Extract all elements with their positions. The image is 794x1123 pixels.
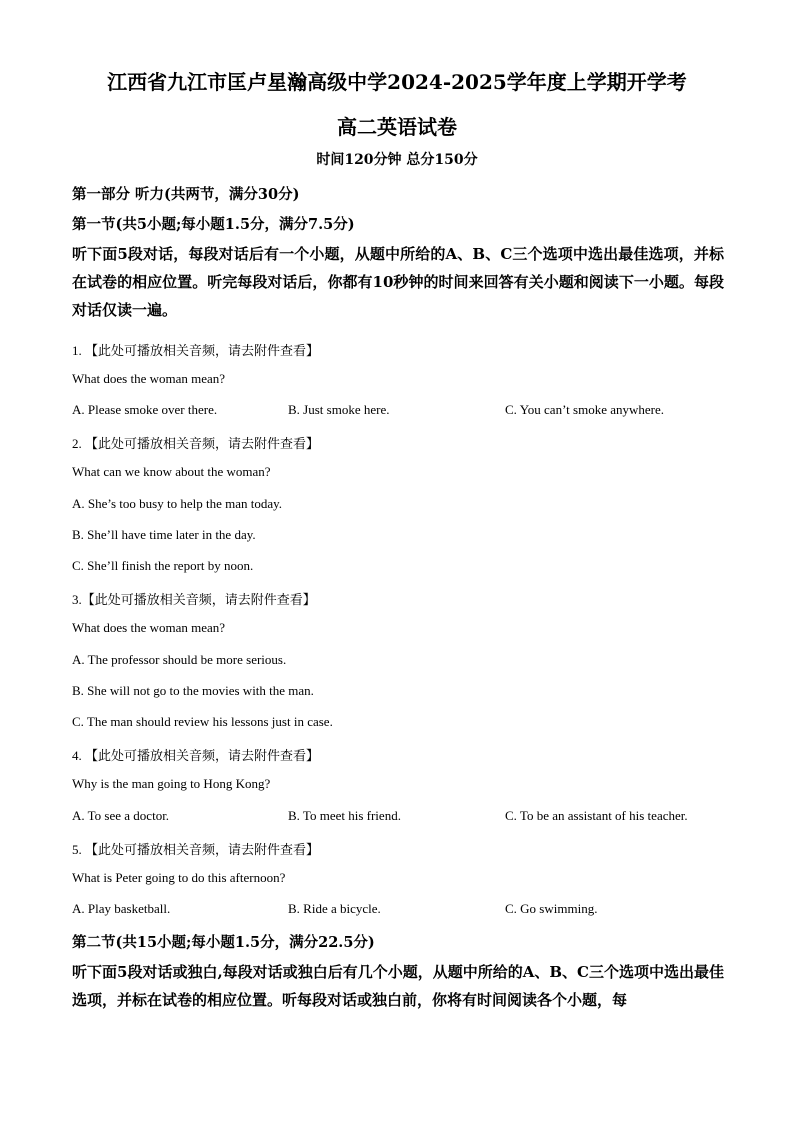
question-3-stem: What does the woman mean? — [72, 620, 226, 635]
exam-subtitle: 高二英语试卷 — [337, 115, 457, 139]
section2-instructions: 听下面5段对话或独白,每段对话或独白后有几个小题，从题中所给的A、B、C三个选项中选出最佳选项，并标在试卷的相应位置。听每段对话或独白前，你将有时间阅读各个小题，每 — [72, 963, 724, 1009]
question-3-audio-marker: 3.【此处可播放相关音频，请去附件查看】 — [72, 592, 316, 607]
question-5-audio-marker: 5. 【此处可播放相关音频，请去附件查看】 — [72, 842, 320, 857]
question-5-stem: What is Peter going to do this afternoon? — [72, 870, 286, 885]
question-2-option-a: A. She’s too busy to help the man today. — [72, 496, 283, 511]
section1-heading: 第一节(共5小题;每小题1.5分，满分7.5分) — [72, 216, 355, 233]
question-4-option-a: A. To see a doctor. — [72, 808, 170, 823]
question-1-stem: What does the woman mean? — [72, 371, 226, 386]
question-2-option-c: C. She’ll finish the report by noon. — [72, 558, 254, 573]
question-2-stem: What can we know about the woman? — [72, 464, 271, 479]
exam-time-info: 时间120分钟 总分150分 — [316, 152, 478, 168]
question-3-option-c: C. The man should review his lessons just in case. — [72, 714, 333, 729]
question-4-option-b: B. To meet his friend. — [288, 808, 401, 823]
section2-heading: 第二节(共15小题;每小题1.5分，满分22.5分) — [72, 934, 375, 951]
question-5-option-b: B. Ride a bicycle. — [288, 901, 381, 916]
question-5-option-c: C. Go swimming. — [505, 901, 598, 916]
question-4-option-c: C. To be an assistant of his teacher. — [505, 808, 688, 823]
question-3-option-a: A. The professor should be more serious. — [72, 652, 287, 667]
question-1-option-a: A. Please smoke over there. — [72, 402, 218, 417]
question-2-audio-marker: 2. 【此处可播放相关音频，请去附件查看】 — [72, 436, 320, 451]
question-3-option-b: B. She will not go to the movies with the man. — [72, 683, 314, 698]
question-1-option-b: B. Just smoke here. — [288, 402, 390, 417]
exam-title: 江西省九江市匡卢星瀚高级中学2024-2025学年度上学期开学考 — [107, 70, 687, 94]
question-5-option-a: A. Play basketball. — [72, 901, 171, 916]
question-1-option-c: C. You can’t smoke anywhere. — [505, 402, 664, 417]
question-1-audio-marker: 1. 【此处可播放相关音频，请去附件查看】 — [72, 343, 320, 358]
part1-heading: 第一部分 听力(共两节，满分30分) — [72, 186, 300, 203]
question-2-option-b: B. She’ll have time later in the day. — [72, 527, 256, 542]
section1-instructions: 听下面5段对话，每段对话后有一个小题，从题中所给的A、B、C三个选项中选出最佳选项，并标在试卷的相应位置。听完每段对话后，你都有10秒钟的时间来回答有关小题和阅读下一小题。每段对话仅读一遍。 — [72, 245, 724, 319]
question-4-audio-marker: 4. 【此处可播放相关音频，请去附件查看】 — [72, 748, 320, 763]
question-4-stem: Why is the man going to Hong Kong? — [72, 776, 271, 791]
